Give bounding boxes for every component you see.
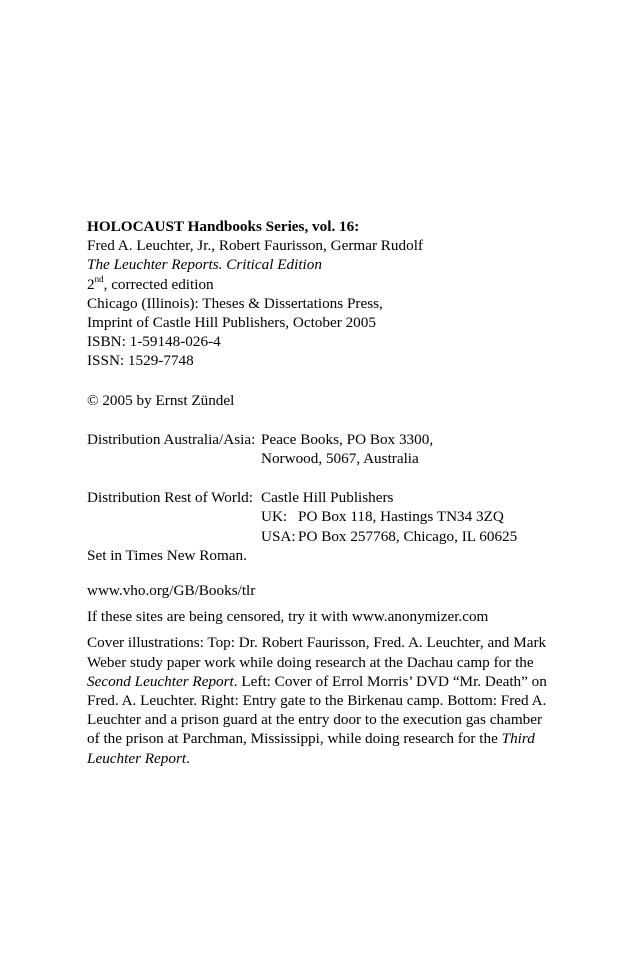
cover-illustrations	[87, 633, 557, 767]
edition-text: , corrected edition	[103, 275, 214, 293]
cover-text-1: Cover illustrations: Top: Dr. Robert Faurisson, Fred. A. Leuchter, and Mark Weber study paper work while doing research at the Dachau camp for the	[87, 634, 547, 671]
distribution-australia-label: Distribution Australia/Asia:	[87, 430, 256, 448]
distribution-world	[87, 488, 557, 546]
cover-text-2: . Left: Cover of Errol Morris’ DVD “Mr. Death” on Fred. A. Leuchter. Right: Entry gate to the Birkenau camp. Bottom: Fred A. Leuchter and a prison guard at the entry door to the execution gas chamber of the prison at Parchman, Mississippi, while doing research for the	[87, 672, 547, 748]
typeset-note: Set in Times New Roman.	[87, 546, 247, 564]
edition-number: 2	[87, 275, 95, 293]
usa-address: PO Box 257768, Chicago, IL 60625	[298, 527, 518, 545]
publisher-line-2: Imprint of Castle Hill Publishers, October 2005	[87, 314, 376, 332]
distribution-world-publisher: Castle Hill Publishers	[261, 489, 394, 507]
usa-key: USA:	[261, 527, 296, 545]
distribution-world-label: Distribution Rest of World:	[87, 489, 253, 507]
issn: ISSN: 1529-7748	[87, 352, 194, 370]
book-title: The Leuchter Reports. Critical Edition	[87, 256, 322, 274]
distribution-world-uk	[261, 507, 517, 526]
distribution-australia	[87, 430, 557, 468]
distribution-australia-line-2: Norwood, 5067, Australia	[261, 450, 419, 468]
distribution-australia-line-1: Peace Books, PO Box 3300,	[261, 430, 434, 448]
imprint-page	[87, 217, 557, 768]
website-link[interactable]: www.vho.org/GB/Books/tlr	[87, 582, 256, 600]
copyright: © 2005 by Ernst Zündel	[87, 391, 235, 409]
publisher-line-1: Chicago (Illinois): Theses & Dissertations Press,	[87, 294, 383, 312]
authors: Fred A. Leuchter, Jr., Robert Faurisson, Germar Rudolf	[87, 237, 423, 255]
cover-italic-1: Second Leuchter Report	[87, 672, 234, 690]
uk-address: PO Box 118, Hastings TN34 3ZQ	[298, 508, 504, 526]
edition-suffix: nd	[94, 273, 104, 284]
edition	[87, 275, 557, 294]
distribution-world-usa	[261, 527, 517, 546]
cover-italic-2: Third Leuchter Report	[87, 730, 535, 767]
cover-text-3: .	[186, 749, 190, 767]
uk-key: UK:	[261, 508, 288, 526]
isbn: ISBN: 1-59148-026-4	[87, 333, 221, 351]
series-title: HOLOCAUST Handbooks Series, vol. 16:	[87, 218, 360, 235]
censorship-note: If these sites are being censored, try it with www.anonymizer.com	[87, 608, 489, 626]
